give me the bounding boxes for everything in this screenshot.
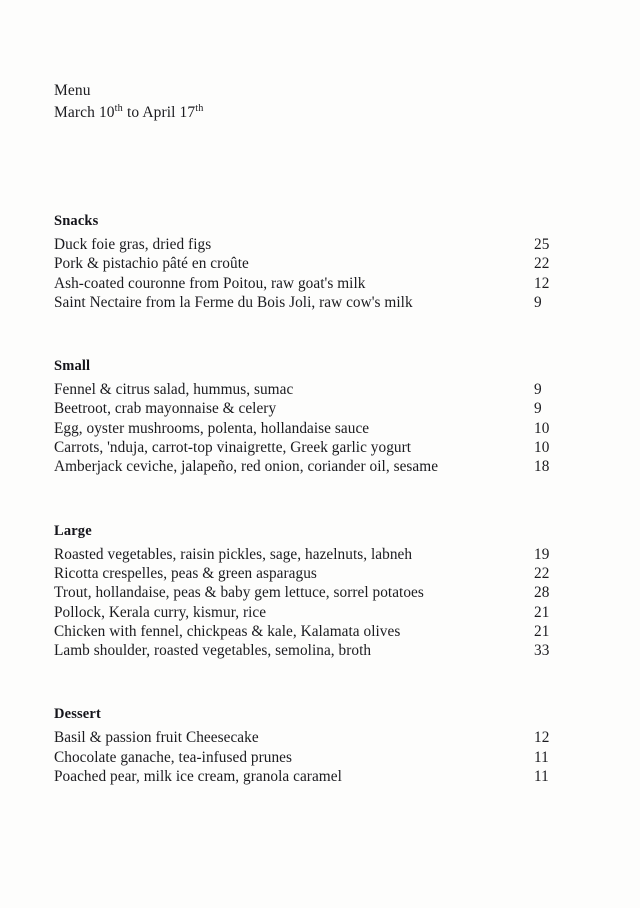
menu-item-row: [54, 583, 580, 602]
menu-item-price: 22: [534, 564, 550, 582]
section-heading: Dessert: [54, 706, 101, 723]
menu-item-row: [54, 457, 580, 476]
menu-item-list: [54, 380, 580, 476]
menu-title: Menu: [54, 82, 91, 99]
menu-item-name: Poached pear, milk ice cream, granola caramel: [54, 768, 342, 786]
menu-item-name: Egg, oyster mushrooms, polenta, hollandaise sauce: [54, 419, 370, 437]
menu-item-row: [54, 603, 580, 622]
menu-item-name: Pollock, Kerala curry, kismur, rice: [54, 603, 267, 621]
menu-item-name: Carrots, 'nduja, carrot-top vinaigrette, Greek garlic yogurt: [54, 439, 412, 457]
date-middle: to April: [123, 104, 180, 121]
menu-item-row: [54, 419, 580, 438]
menu-item-list: [54, 545, 580, 661]
menu-item-row: [54, 564, 580, 583]
menu-item-row: [54, 293, 580, 312]
section-heading: Small: [54, 358, 91, 375]
menu-item-price: 9: [534, 381, 542, 399]
menu-item-row: [54, 728, 580, 747]
menu-sections: [54, 212, 580, 786]
menu-item-row: [54, 399, 580, 418]
menu-item-name: Fennel & citrus salad, hummus, sumac: [54, 381, 294, 399]
menu-item-price: 12: [534, 274, 550, 292]
menu-item-price: 9: [534, 293, 542, 311]
menu-item-list: [54, 235, 580, 312]
menu-item-row: [54, 274, 580, 293]
menu-masthead: [54, 80, 580, 124]
date-ordinal-from: th: [114, 102, 123, 114]
menu-item-price: 11: [534, 768, 549, 786]
menu-item-price: 10: [534, 419, 550, 437]
date-prefix: March: [54, 104, 99, 121]
menu-section: [54, 357, 580, 476]
menu-item-name: Beetroot, crab mayonnaise & celery: [54, 400, 277, 418]
menu-item-name: Chocolate ganache, tea-infused prunes: [54, 748, 293, 766]
menu-item-row: [54, 235, 580, 254]
menu-item-name: Roasted vegetables, raisin pickles, sage, hazelnuts, labneh: [54, 545, 413, 563]
date-day-to: 17: [179, 104, 196, 121]
date-ordinal-to: th: [195, 102, 204, 114]
menu-item-name: Duck foie gras, dried figs: [54, 236, 212, 253]
menu-item-price: 28: [534, 584, 550, 602]
menu-item-row: [54, 641, 580, 660]
menu-item-price: 11: [534, 748, 549, 766]
menu-section: [54, 212, 580, 312]
menu-item-name: Chicken with fennel, chickpeas & kale, Kalamata olives: [54, 622, 401, 640]
menu-item-price: 22: [534, 255, 550, 273]
menu-item-name: Trout, hollandaise, peas & baby gem lettuce, sorrel potatoes: [54, 584, 424, 602]
menu-item-name: Ricotta crespelles, peas & green asparagus: [54, 564, 317, 582]
menu-section: [54, 705, 580, 786]
menu-item-price: 12: [534, 729, 550, 747]
menu-item-row: [54, 438, 580, 457]
menu-item-row: [54, 254, 580, 273]
menu-item-row: [54, 380, 580, 399]
menu-item-price: 33: [534, 642, 550, 660]
menu-item-price: 25: [534, 236, 550, 253]
menu-item-row: [54, 767, 580, 786]
menu-item-name: Saint Nectaire from la Ferme du Bois Joli, raw cow's milk: [54, 293, 413, 311]
date-day-from: 10: [98, 104, 115, 121]
menu-item-price: 21: [534, 603, 550, 621]
menu-item-row: [54, 545, 580, 564]
menu-item-list: [54, 728, 580, 786]
menu-item-row: [54, 748, 580, 767]
menu-item-name: Lamb shoulder, roasted vegetables, semolina, broth: [54, 642, 372, 660]
menu-date-range: [54, 102, 580, 124]
menu-item-name: Basil & passion fruit Cheesecake: [54, 729, 259, 747]
menu-item-price: 18: [534, 458, 550, 476]
menu-item-name: Pork & pistachio pâté en croûte: [54, 255, 249, 273]
menu-item-price: 9: [534, 400, 542, 418]
menu-item-name: Amberjack ceviche, jalapeño, red onion, coriander oil, sesame: [54, 458, 439, 476]
menu-section: [54, 522, 580, 661]
menu-item-price: 21: [534, 622, 550, 640]
section-heading: Large: [54, 522, 92, 539]
menu-item-price: 10: [534, 439, 550, 457]
menu-item-price: 19: [534, 545, 550, 563]
section-heading: Snacks: [54, 213, 99, 229]
menu-item-name: Ash-coated couronne from Poitou, raw goat's milk: [54, 274, 366, 292]
menu-item-row: [54, 622, 580, 641]
